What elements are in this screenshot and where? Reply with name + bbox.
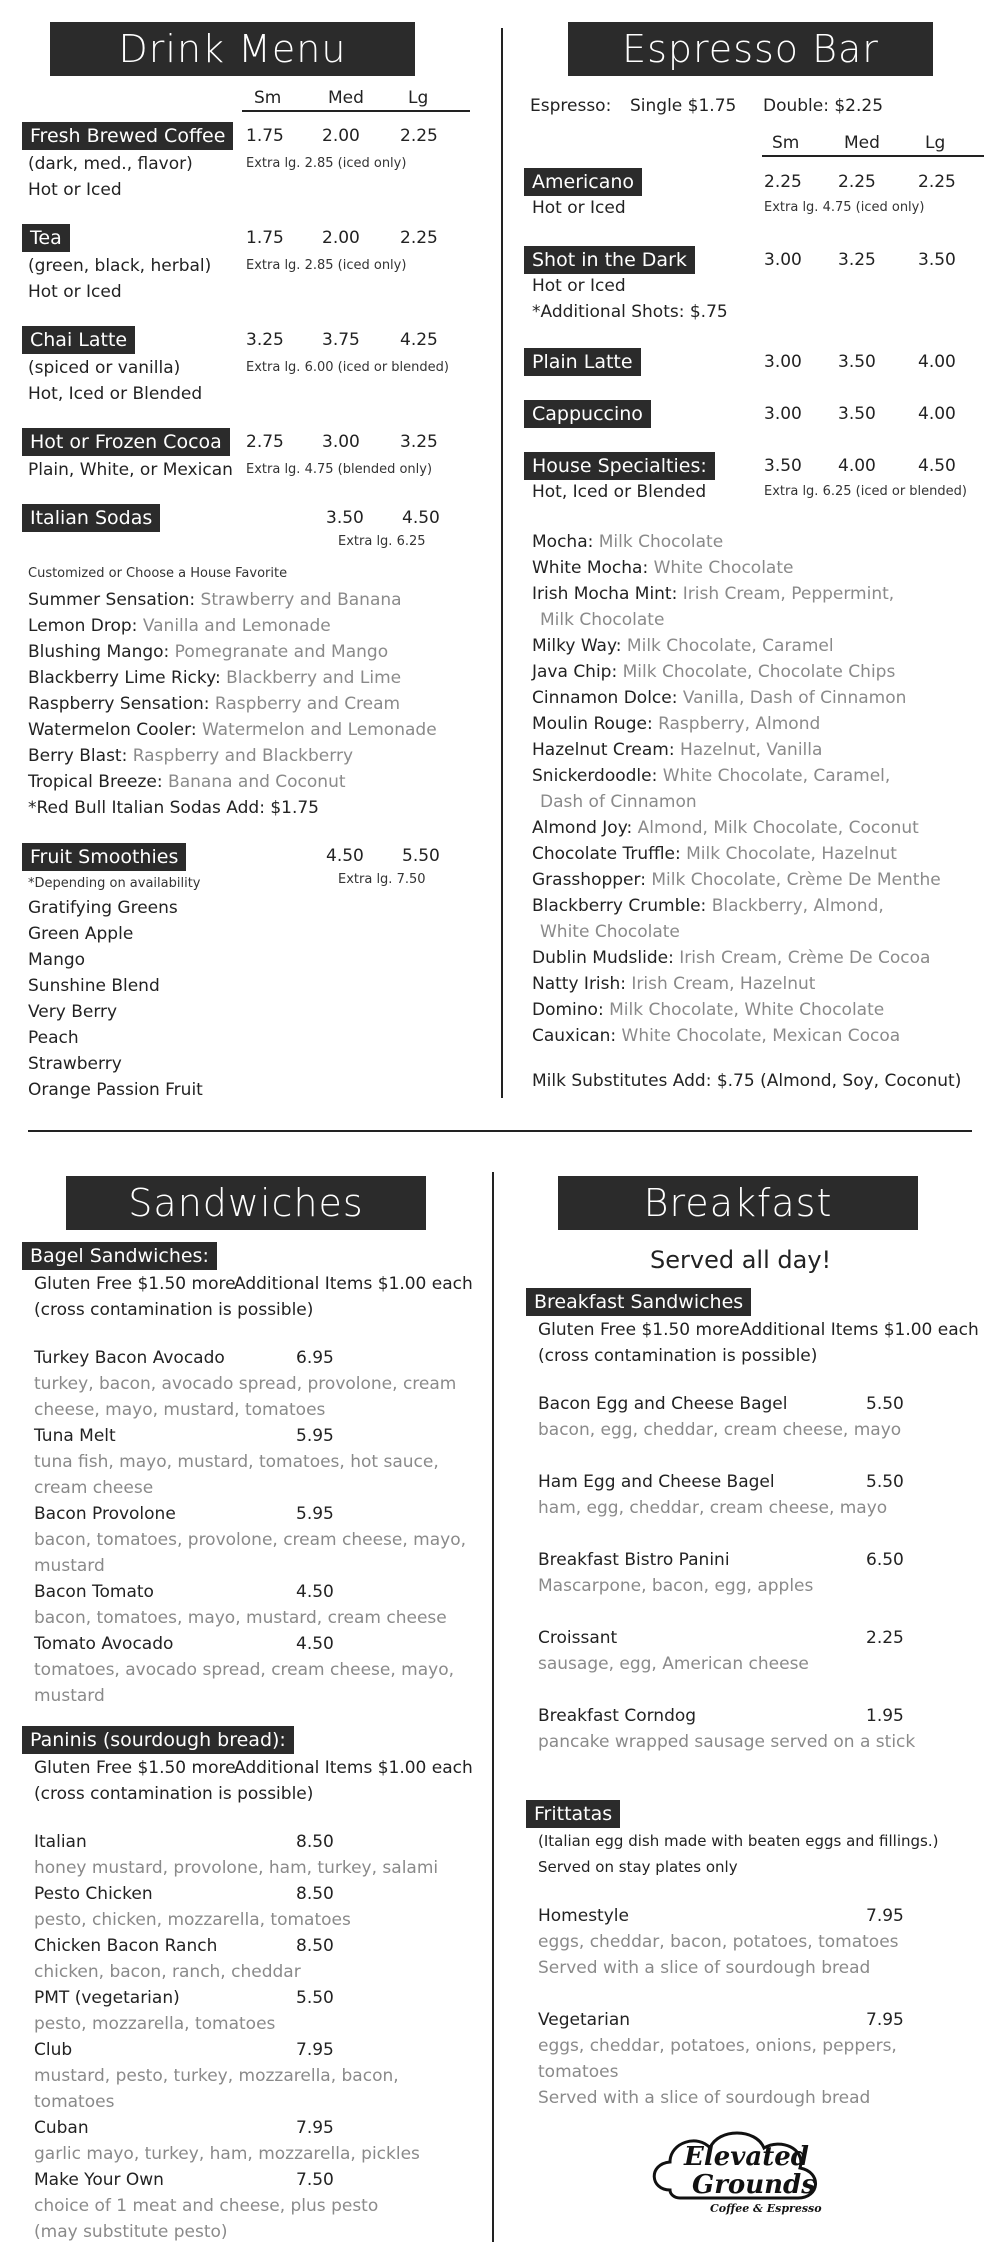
frittata-item-name: Homestyle <box>538 1906 629 1926</box>
drink-item-price: 2.25 <box>400 126 438 146</box>
espresso-bar-title: Espresso Bar <box>568 22 933 76</box>
espresso-item-price: 4.00 <box>918 404 956 424</box>
specialty-name: Dublin Mudslide: <box>532 948 680 968</box>
espresso-item-extra: Extra lg. 4.75 (iced only) <box>764 200 925 215</box>
specialty <box>532 714 820 734</box>
bagel-item-name: Turkey Bacon Avocado <box>34 1348 225 1368</box>
specialty <box>532 688 906 708</box>
soda-favorite-desc: Pomegranate and Mango <box>174 642 389 662</box>
breakfast-item-desc: pancake wrapped sausage served on a stick <box>538 1732 916 1752</box>
breakfast-item-name: Ham Egg and Cheese Bagel <box>538 1472 775 1492</box>
panini-item-price: 5.50 <box>296 1988 334 2008</box>
espresso-item-line: Hot, Iced or Blended <box>532 482 707 502</box>
frittata-item-price: 7.95 <box>866 1906 904 1926</box>
espresso-item-price: 2.25 <box>764 172 802 192</box>
espresso-item-price: 3.50 <box>838 404 876 424</box>
breakfast-item-name: Bacon Egg and Cheese Bagel <box>538 1394 788 1414</box>
breakfast-gf: Gluten Free $1.50 more <box>538 1320 740 1340</box>
drink-item-label: Chai Latte <box>22 326 135 354</box>
drink-item-line: Hot, Iced or Blended <box>28 384 203 404</box>
drink-item-line: (spiced or vanilla) <box>28 358 181 378</box>
drink-item-line: (dark, med., flavor) <box>28 154 193 174</box>
espresso-item-price: 3.00 <box>764 404 802 424</box>
bagel-item-price: 5.95 <box>296 1426 334 1446</box>
specialty <box>532 870 941 890</box>
espresso-item-line: Hot or Iced <box>532 276 626 296</box>
smoothie-flavor: Very Berry <box>28 1002 118 1022</box>
panini-item-desc: garlic mayo, turkey, ham, mozzarella, pickles <box>34 2144 420 2164</box>
specialty-desc: Raspberry, Almond <box>658 714 821 734</box>
breakfast-item-desc: Mascarpone, bacon, egg, apples <box>538 1576 814 1596</box>
panini-item-price: 7.95 <box>296 2118 334 2138</box>
soda-favorite-desc: Vanilla and Lemonade <box>142 616 331 636</box>
specialty-name: Blackberry Crumble: <box>532 896 712 916</box>
breakfast-additional: Additional Items $1.00 each <box>740 1320 979 1340</box>
bagel-item-price: 6.95 <box>296 1348 334 1368</box>
espresso-item-price: 4.50 <box>918 456 956 476</box>
drink-item-price: 2.25 <box>400 228 438 248</box>
espresso-item-price: 4.00 <box>838 456 876 476</box>
drink-item-price: 3.25 <box>246 330 284 350</box>
breakfast-item-name: Breakfast Bistro Panini <box>538 1550 730 1570</box>
specialty-desc: Vanilla, Dash of Cinnamon <box>682 688 907 708</box>
breakfast-item-desc: bacon, egg, cheddar, cream cheese, mayo <box>538 1420 902 1440</box>
smoothies-price-med: 4.50 <box>326 846 364 866</box>
specialty <box>532 740 822 760</box>
soda-favorite-desc: Watermelon and Lemonade <box>201 720 437 740</box>
frittatas-intro: (Italian egg dish made with beaten eggs and fillings.) <box>538 1832 939 1850</box>
soda-favorite-name: Berry Blast: <box>28 746 133 766</box>
bagel-item-name: Tuna Melt <box>34 1426 116 1446</box>
drink-menu-title: Drink Menu <box>50 22 415 76</box>
breakfast-item-name: Breakfast Corndog <box>538 1706 697 1726</box>
specialty-name: Milky Way: <box>532 636 627 656</box>
specialty-name: Hazelnut Cream: <box>532 740 680 760</box>
specialty-desc: Milk Chocolate, Hazelnut <box>686 844 897 864</box>
drink-size-med: Med <box>328 88 364 108</box>
espresso-item-label: House Specialties: <box>524 452 715 480</box>
drink-item-label: Hot or Frozen Cocoa <box>22 428 230 456</box>
specialty-name: Irish Mocha Mint: <box>532 584 683 604</box>
panini-item-name: Club <box>34 2040 73 2060</box>
soda-favorite-name: Tropical Breeze: <box>28 772 169 792</box>
soda-favorite <box>28 642 388 662</box>
frittatas-label: Frittatas <box>526 1800 620 1828</box>
panini-item-name: Cuban <box>34 2118 89 2138</box>
soda-favorite <box>28 668 401 688</box>
panini-item-desc: (may substitute pesto) <box>34 2222 228 2242</box>
breakfast-item-desc: sausage, egg, American cheese <box>538 1654 809 1674</box>
served-all-day: Served all day! <box>650 1246 832 1274</box>
specialty-desc: White Chocolate, Mexican Cocoa <box>621 1026 901 1046</box>
bagel-item-name: Bacon Provolone <box>34 1504 176 1524</box>
soda-favorite-name: Summer Sensation: <box>28 590 201 610</box>
specialty <box>532 532 723 552</box>
soda-favorite <box>28 616 331 636</box>
panini-item-price: 7.95 <box>296 2040 334 2060</box>
panini-label: Paninis (sourdough bread): <box>22 1726 294 1754</box>
soda-favorite <box>28 590 402 610</box>
breakfast-sandwiches-label: Breakfast Sandwiches <box>526 1288 751 1316</box>
panini-additional: Additional Items $1.00 each <box>234 1758 473 1778</box>
bagel-item-desc: mustard <box>34 1686 105 1706</box>
bagel-item-desc: cheese, mayo, mustard, tomatoes <box>34 1400 326 1420</box>
frittata-item-desc: eggs, cheddar, potatoes, onions, peppers, <box>538 2036 897 2056</box>
breakfast-item-price: 5.50 <box>866 1394 904 1414</box>
panini-item-name: Italian <box>34 1832 87 1852</box>
espresso-double: Double: $2.25 <box>763 96 884 116</box>
specialty-desc: Blackberry, Almond, <box>711 896 884 916</box>
specialty <box>532 558 793 578</box>
specialty <box>532 844 897 864</box>
specialty-desc: Irish Cream, Crème De Cocoa <box>679 948 931 968</box>
drink-item-price: 3.75 <box>322 330 360 350</box>
drink-item-line: Plain, White, or Mexican <box>28 460 233 480</box>
soda-favorite <box>28 694 400 714</box>
espresso-size-lg: Lg <box>925 133 946 153</box>
specialty-desc: Milk Chocolate, White Chocolate <box>609 1000 885 1020</box>
bagel-item-desc: bacon, tomatoes, mayo, mustard, cream cheese <box>34 1608 447 1628</box>
bagel-item-desc: tuna fish, mayo, mustard, tomatoes, hot sauce, <box>34 1452 439 1472</box>
breakfast-item-price: 1.95 <box>866 1706 904 1726</box>
frittata-item-name: Vegetarian <box>538 2010 631 2030</box>
soda-favorite-desc: Raspberry and Cream <box>214 694 401 714</box>
bagel-item-price: 4.50 <box>296 1582 334 1602</box>
soda-favorite <box>28 772 346 792</box>
panini-item-name: PMT (vegetarian) <box>34 1988 180 2008</box>
espresso-size-sm: Sm <box>772 133 800 153</box>
espresso-item-label: Shot in the Dark <box>524 246 695 274</box>
bagel-item-desc: tomatoes, avocado spread, cream cheese, mayo, <box>34 1660 455 1680</box>
espresso-item-price: 3.00 <box>764 352 802 372</box>
specialty-name: Mocha: <box>532 532 599 552</box>
breakfast-item-price: 5.50 <box>866 1472 904 1492</box>
specialty-desc: White Chocolate, Caramel, <box>662 766 891 786</box>
espresso-item-label: Plain Latte <box>524 348 641 376</box>
smoothie-flavor: Mango <box>28 950 86 970</box>
drink-item-price: 2.75 <box>246 432 284 452</box>
breakfast-item-desc: ham, egg, cheddar, cream cheese, mayo <box>538 1498 888 1518</box>
drink-item-extra: Extra lg. 4.75 (blended only) <box>246 462 433 477</box>
soda-favorite-name: Blushing Mango: <box>28 642 175 662</box>
panini-cross: (cross contamination is possible) <box>34 1784 314 1804</box>
drink-size-sm: Sm <box>254 88 282 108</box>
drink-item-line: Hot or Iced <box>28 282 122 302</box>
espresso-item-line: *Additional Shots: $.75 <box>532 302 728 322</box>
sodas-label: Italian Sodas <box>22 504 160 532</box>
smoothies-price-lg: 5.50 <box>402 846 440 866</box>
bottom-column-divider <box>492 1172 494 2242</box>
smoothie-flavor: Orange Passion Fruit <box>28 1080 203 1100</box>
specialty-name: Cauxican: <box>532 1026 622 1046</box>
panini-item-desc: pesto, mozzarella, tomatoes <box>34 2014 276 2034</box>
smoothies-note: *Depending on availability <box>28 876 201 891</box>
specialty-name: Cinnamon Dolce: <box>532 688 683 708</box>
bagel-item-name: Bacon Tomato <box>34 1582 154 1602</box>
soda-favorite-desc: Strawberry and Banana <box>200 590 402 610</box>
bagel-item-name: Tomato Avocado <box>34 1634 174 1654</box>
specialty-name: White Mocha: <box>532 558 654 578</box>
specialty-name: Moulin Rouge: <box>532 714 659 734</box>
drink-item-price: 1.75 <box>246 228 284 248</box>
drink-item-line: (green, black, herbal) <box>28 256 212 276</box>
bagel-item-desc: bacon, tomatoes, provolone, cream cheese, mayo, <box>34 1530 467 1550</box>
panini-item-desc: chicken, bacon, ranch, cheddar <box>34 1962 301 1982</box>
specialty <box>532 818 919 838</box>
frittata-item-desc: Served with a slice of sourdough bread <box>538 1958 871 1978</box>
specialty <box>532 636 834 656</box>
specialty-name: Java Chip: <box>532 662 623 682</box>
panini-gf: Gluten Free $1.50 more <box>34 1758 236 1778</box>
bagel-gf: Gluten Free $1.50 more <box>34 1274 236 1294</box>
frittata-item-price: 7.95 <box>866 2010 904 2030</box>
specialty <box>532 662 895 682</box>
specialty-desc: Milk Chocolate, Caramel <box>626 636 834 656</box>
bagel-item-desc: cream cheese <box>34 1478 154 1498</box>
panini-item-price: 8.50 <box>296 1936 334 1956</box>
breakfast-item-name: Croissant <box>538 1628 618 1648</box>
specialty-cont: Dash of Cinnamon <box>540 792 697 812</box>
drink-item-price: 3.25 <box>400 432 438 452</box>
panini-item-desc: choice of 1 meat and cheese, plus pesto <box>34 2196 379 2216</box>
specialty-desc: Almond, Milk Chocolate, Coconut <box>637 818 919 838</box>
smoothie-flavor: Green Apple <box>28 924 134 944</box>
espresso-item-line: Hot or Iced <box>532 198 626 218</box>
panini-item-desc: pesto, chicken, mozzarella, tomatoes <box>34 1910 351 1930</box>
specialty <box>532 1026 900 1046</box>
specialty <box>532 1000 884 1020</box>
bagel-cross: (cross contamination is possible) <box>34 1300 314 1320</box>
specialty-cont: White Chocolate <box>540 922 680 942</box>
drink-item-extra: Extra lg. 2.85 (iced only) <box>246 258 407 273</box>
breakfast-title: Breakfast <box>558 1176 918 1230</box>
specialty <box>532 948 930 968</box>
breakfast-cross: (cross contamination is possible) <box>538 1346 818 1366</box>
soda-favorite-name: Raspberry Sensation: <box>28 694 215 714</box>
bagel-item-desc: mustard <box>34 1556 105 1576</box>
drink-item-extra: Extra lg. 2.85 (iced only) <box>246 156 407 171</box>
bagel-item-desc: turkey, bacon, avocado spread, provolone, cream <box>34 1374 457 1394</box>
espresso-size-med: Med <box>844 133 880 153</box>
soda-favorite-name: Watermelon Cooler: <box>28 720 202 740</box>
specialty-desc: Milk Chocolate, Crème De Menthe <box>651 870 941 890</box>
bagel-label: Bagel Sandwiches: <box>22 1242 217 1270</box>
specialty <box>532 896 884 916</box>
sodas-price-med: 3.50 <box>326 508 364 528</box>
section-divider <box>28 1130 972 1132</box>
smoothies-label: Fruit Smoothies <box>22 843 186 871</box>
espresso-item-price: 3.00 <box>764 250 802 270</box>
drink-item-line: Hot or Iced <box>28 180 122 200</box>
soda-favorite <box>28 746 353 766</box>
specialty-name: Natty Irish: <box>532 974 632 994</box>
drink-item-price: 4.25 <box>400 330 438 350</box>
specialty-desc: Hazelnut, Vanilla <box>679 740 823 760</box>
specialty <box>532 766 890 786</box>
specialty-name: Almond Joy: <box>532 818 638 838</box>
breakfast-item-price: 2.25 <box>866 1628 904 1648</box>
panini-item-desc: mustard, pesto, turkey, mozzarella, bacon, <box>34 2066 399 2086</box>
soda-favorite <box>28 720 437 740</box>
espresso-size-rule <box>762 155 984 157</box>
milk-substitutes: Milk Substitutes Add: $.75 (Almond, Soy, Coconut) <box>532 1071 962 1091</box>
panini-item-name: Pesto Chicken <box>34 1884 153 1904</box>
panini-item-price: 8.50 <box>296 1832 334 1852</box>
logo-line2: Grounds <box>692 2170 816 2200</box>
espresso-item-price: 3.50 <box>838 352 876 372</box>
drink-item-label: Fresh Brewed Coffee <box>22 122 233 150</box>
specialty-desc: Irish Cream, Hazelnut <box>631 974 816 994</box>
soda-favorite-name: Blackberry Lime Ricky: <box>28 668 227 688</box>
sandwiches-title: Sandwiches <box>66 1176 426 1230</box>
espresso-item-price: 2.25 <box>918 172 956 192</box>
sodas-intro: Customized or Choose a House Favorite <box>28 566 288 581</box>
specialty <box>532 584 894 604</box>
espresso-item-price: 3.50 <box>764 456 802 476</box>
espresso-item-label: Cappuccino <box>524 400 651 428</box>
espresso-single: Single $1.75 <box>630 96 737 116</box>
espresso-label: Espresso: <box>530 96 612 116</box>
drink-item-extra: Extra lg. 6.00 (iced or blended) <box>246 360 449 375</box>
bagel-item-price: 4.50 <box>296 1634 334 1654</box>
smoothies-extra: Extra lg. 7.50 <box>338 872 426 887</box>
frittatas-note: Served on stay plates only <box>538 1858 738 1876</box>
top-column-divider <box>501 28 503 1098</box>
espresso-item-price: 2.25 <box>838 172 876 192</box>
drink-item-price: 1.75 <box>246 126 284 146</box>
sodas-extra: Extra lg. 6.25 <box>338 534 426 549</box>
soda-favorite-desc: Banana and Coconut <box>168 772 346 792</box>
drink-item-price: 2.00 <box>322 126 360 146</box>
espresso-item-extra: Extra lg. 6.25 (iced or blended) <box>764 484 967 499</box>
frittata-item-desc: Served with a slice of sourdough bread <box>538 2088 871 2108</box>
panini-item-desc: tomatoes <box>34 2092 115 2112</box>
soda-favorite-name: Lemon Drop: <box>28 616 143 636</box>
panini-item-price: 7.50 <box>296 2170 334 2190</box>
specialty-desc: White Chocolate <box>653 558 794 578</box>
espresso-item-price: 3.25 <box>838 250 876 270</box>
frittata-item-desc: tomatoes <box>538 2062 619 2082</box>
espresso-item-price: 3.50 <box>918 250 956 270</box>
smoothie-flavor: Sunshine Blend <box>28 976 160 996</box>
drink-item-price: 3.00 <box>322 432 360 452</box>
frittata-item-desc: eggs, cheddar, bacon, potatoes, tomatoes <box>538 1932 899 1952</box>
specialty-name: Chocolate Truffle: <box>532 844 687 864</box>
specialty-name: Snickerdoodle: <box>532 766 663 786</box>
bagel-additional: Additional Items $1.00 each <box>234 1274 473 1294</box>
smoothie-flavor: Strawberry <box>28 1054 122 1074</box>
specialty-desc: Irish Cream, Peppermint, <box>682 584 895 604</box>
soda-favorite-desc: Blackberry and Lime <box>226 668 402 688</box>
specialty-name: Domino: <box>532 1000 610 1020</box>
drink-item-price: 2.00 <box>322 228 360 248</box>
specialty-name: Grasshopper: <box>532 870 652 890</box>
drink-size-lg: Lg <box>408 88 429 108</box>
sodas-redbull: *Red Bull Italian Sodas Add: $1.75 <box>28 798 320 818</box>
bagel-item-price: 5.95 <box>296 1504 334 1524</box>
smoothie-flavor: Peach <box>28 1028 79 1048</box>
logo-line1: Elevated <box>684 2142 809 2172</box>
panini-item-name: Chicken Bacon Ranch <box>34 1936 218 1956</box>
espresso-item-price: 4.00 <box>918 352 956 372</box>
drink-size-rule <box>242 110 470 112</box>
specialty-cont: Milk Chocolate <box>540 610 665 630</box>
logo-line3: Coffee & Espresso <box>710 2202 822 2215</box>
espresso-item-label: Americano <box>524 168 642 196</box>
elevated-grounds-logo <box>640 2120 830 2240</box>
panini-item-desc: honey mustard, provolone, ham, turkey, salami <box>34 1858 439 1878</box>
sodas-price-lg: 4.50 <box>402 508 440 528</box>
soda-favorite-desc: Raspberry and Blackberry <box>132 746 354 766</box>
breakfast-item-price: 6.50 <box>866 1550 904 1570</box>
drink-item-label: Tea <box>22 224 70 252</box>
specialty-desc: Milk Chocolate, Chocolate Chips <box>622 662 896 682</box>
specialty-desc: Milk Chocolate <box>598 532 724 552</box>
panini-item-name: Make Your Own <box>34 2170 164 2190</box>
smoothie-flavor: Gratifying Greens <box>28 898 178 918</box>
specialty <box>532 974 815 994</box>
panini-item-price: 8.50 <box>296 1884 334 1904</box>
